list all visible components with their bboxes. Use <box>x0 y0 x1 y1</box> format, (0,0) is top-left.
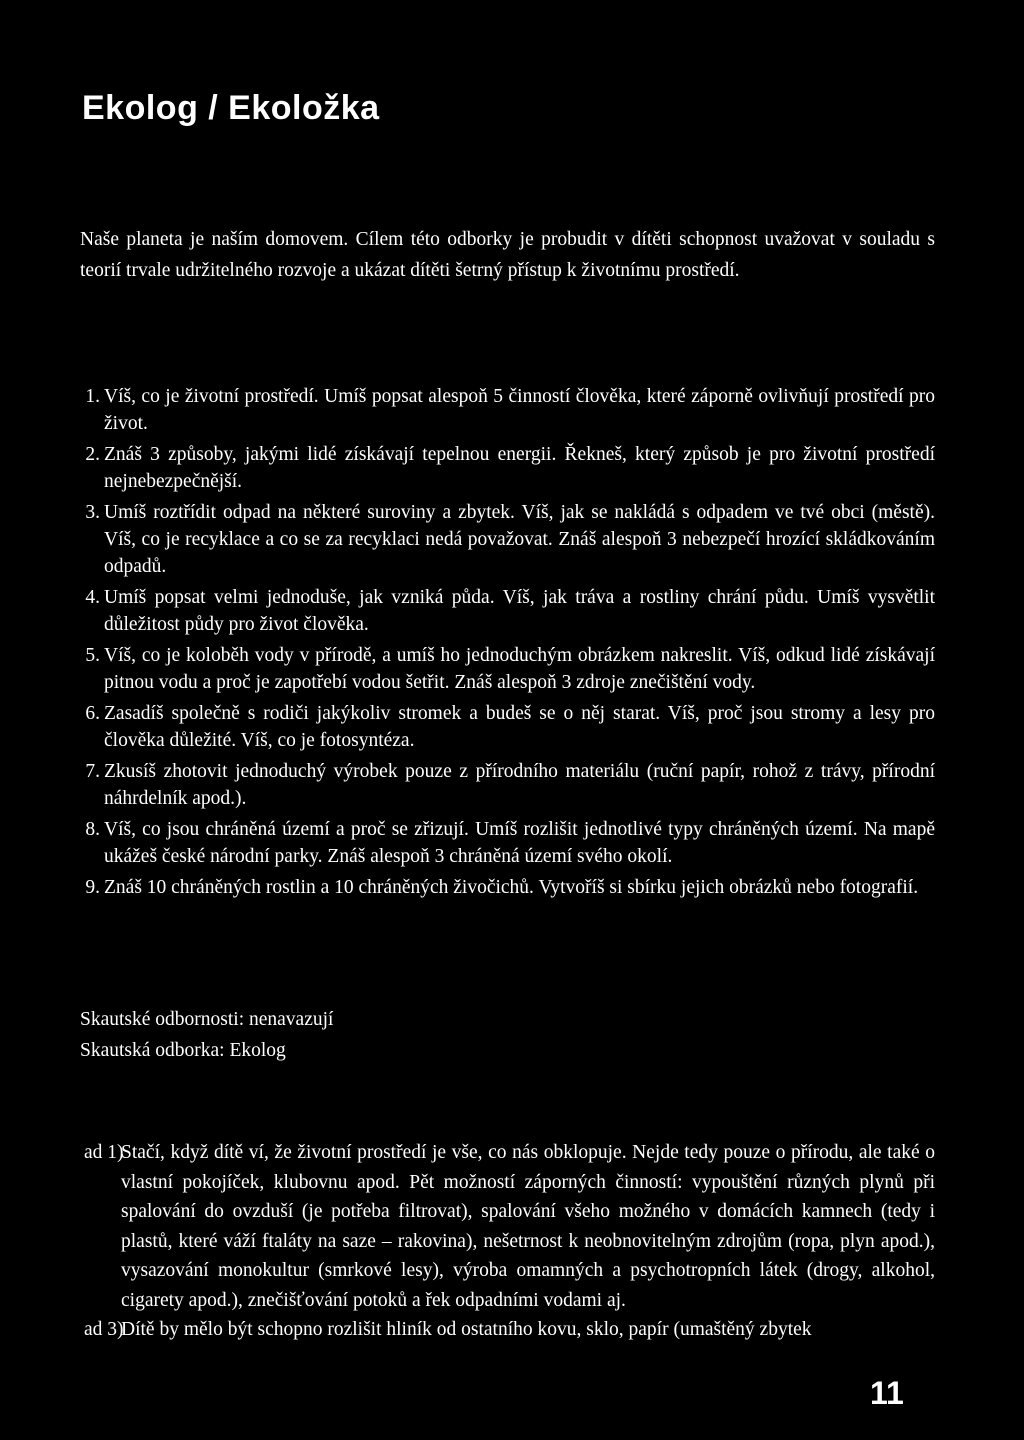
task-text: Znáš 3 způsoby, jakými lidé získávají tepelnou energii. Řekneš, který způsob je pro životní prostředí nejnebezpečnější. <box>104 444 935 492</box>
task-text: Víš, co jsou chráněná území a proč se zřizují. Umíš rozlišit jednotlivé typy chráněných území. Na mapě ukážeš české národní parky. Znáš alespoň 3 chráněná území svého okolí. <box>104 819 935 867</box>
related-scout-badge: Skautská odborka: Ekolog <box>80 1040 286 1061</box>
task-text: Zkusíš zhotovit jednoduchý výrobek pouze z přírodního materiálu (ruční papír, rohož z trávy, přírodní náhrdelník apod.). <box>104 761 935 809</box>
task-item <box>80 758 935 812</box>
task-item <box>80 499 935 580</box>
task-text: Víš, co je životní prostředí. Umíš popsat alespoň 5 činností člověka, které záporně ovlivňují prostředí pro život. <box>104 386 935 434</box>
task-text: Zasadíš společně s rodiči jakýkoliv stromek a budeš se o něj starat. Víš, proč jsou stromy a lesy pro člověka důležité. Víš, co je fotosyntéza. <box>104 703 935 751</box>
task-item <box>80 584 935 638</box>
page-number: 11 <box>870 1375 904 1411</box>
note-item <box>80 1315 935 1345</box>
task-number: 3. <box>85 502 100 523</box>
page-title: Ekolog / Ekoložka <box>82 89 380 127</box>
task-text: Umíš popsat velmi jednoduše, jak vzniká půda. Víš, jak tráva a rostliny chrání půdu. Umíš vysvětlit důležitost půdy pro život člověka. <box>104 587 935 635</box>
task-text: Umíš roztřídit odpad na některé suroviny a zbytek. Víš, jak se nakládá s odpadem ve tvé obci (městě). Víš, co je recyklace a co se za recyklaci nedá považovat. Znáš alespoň 3 nebezpečí hrozící skládkováním odpadů. <box>104 502 935 577</box>
task-item <box>80 816 935 870</box>
intro-paragraph: Naše planeta je naším domovem. Cílem této odborky je probudit v dítěti schopnost uvažovat v souladu s teorií trvale udržitelného rozvoje a ukázat dítěti šetrný přístup k životnímu prostředí. <box>80 229 935 281</box>
task-text: Víš, co je koloběh vody v přírodě, a umíš ho jednoduchým obrázkem nakreslit. Víš, odkud lidé získávají pitnou vodu a proč je zapotřebí vodou šetřit. Znáš alespoň 3 zdroje znečištění vody. <box>104 645 935 693</box>
note-item <box>80 1138 935 1315</box>
task-number: 9. <box>85 877 100 898</box>
notes-section <box>80 1138 935 1345</box>
task-number: 4. <box>85 587 100 608</box>
note-text: Stačí, když dítě ví, že životní prostředí je vše, co nás obklopuje. Nejde tedy pouze o přírodu, ale také o vlastní pokojíček, klubovnu apod. Pět možností záporných činností: vypouštění různých plynů při spalování do ovzduší (je potřeba filtrovat), spalování všeho možného v domácích kamnech (tedy i plastů, které váží ftaláty na saze – rakovina), nešetrnost k neobnovitelným zdrojům (ropa, plyn apod.), vysazování monokultur (smrkové lesy), výroba omamných a psychotropních látek (drogy, alkohol, cigarety apod.), znečišťování potoků a řek odpadními vodami aj. <box>121 1142 935 1311</box>
task-number: 6. <box>85 703 100 724</box>
task-item <box>80 383 935 437</box>
related-scout-skills: Skautské odbornosti: nenavazují <box>80 1009 334 1030</box>
task-item <box>80 874 935 901</box>
task-item <box>80 642 935 696</box>
task-item <box>80 441 935 495</box>
note-text: Dítě by mělo být schopno rozlišit hliník od ostatního kovu, sklo, papír (umaštěný zbytek <box>121 1319 812 1340</box>
task-item <box>80 700 935 754</box>
task-number: 8. <box>85 819 100 840</box>
related-badges <box>80 1004 333 1066</box>
task-number: 7. <box>85 761 100 782</box>
note-label: ad 1) <box>84 1142 124 1163</box>
task-text: Znáš 10 chráněných rostlin a 10 chráněných živočichů. Vytvoříš si sbírku jejich obrázků nebo fotografií. <box>104 877 919 898</box>
note-label: ad 3) <box>84 1319 124 1340</box>
task-list <box>80 383 935 905</box>
task-number: 2. <box>85 444 100 465</box>
task-number: 5. <box>85 645 100 666</box>
task-number: 1. <box>85 386 100 407</box>
